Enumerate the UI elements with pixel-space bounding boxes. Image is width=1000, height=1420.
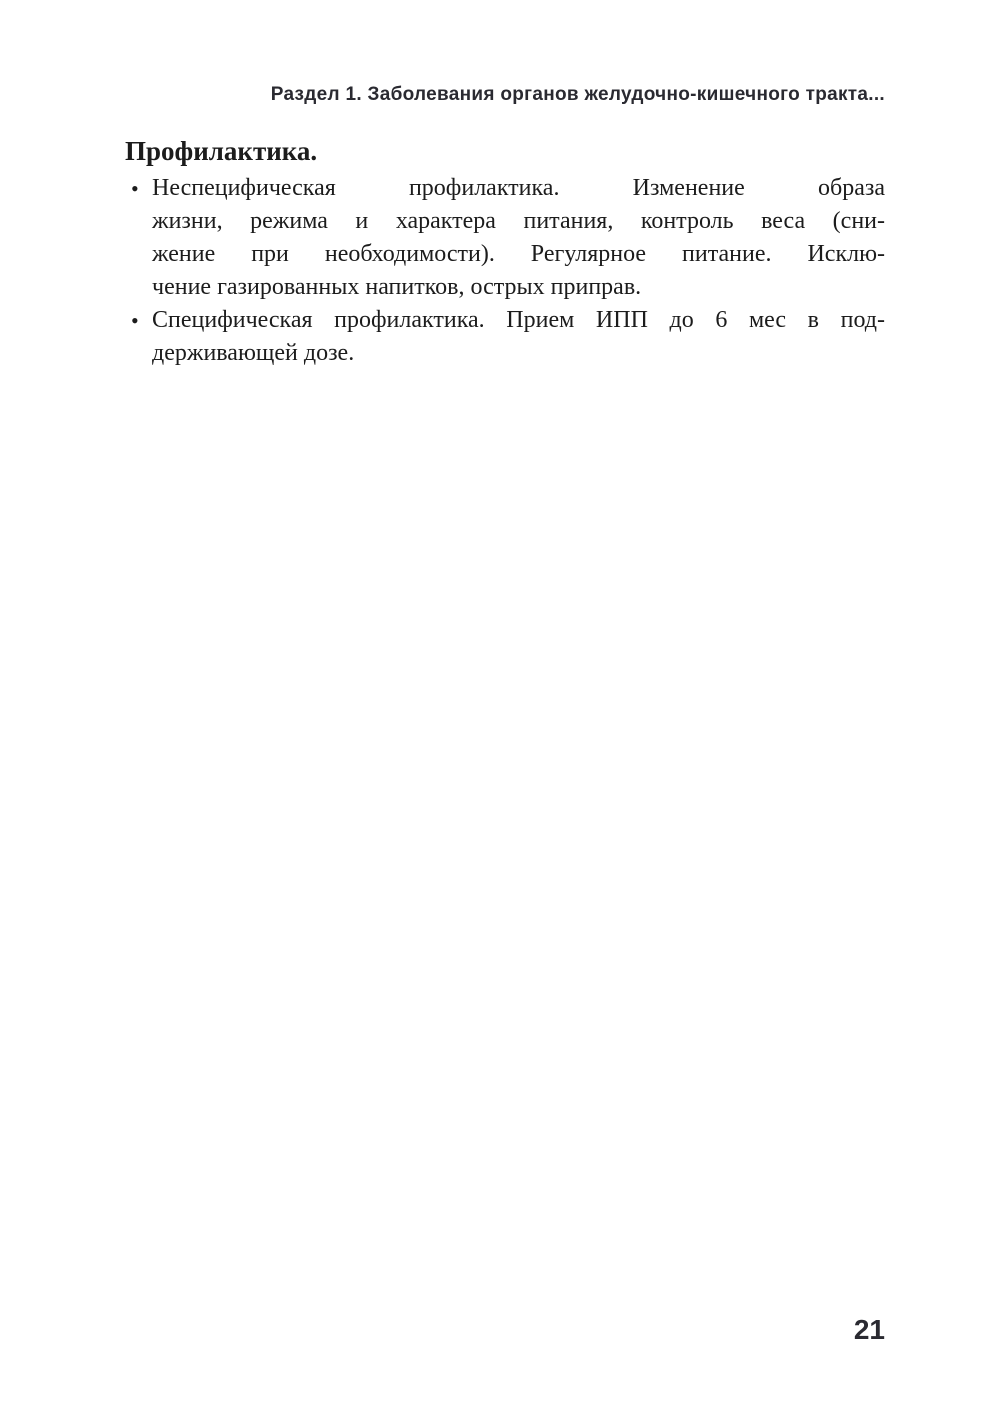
page-number: 21: [853, 1314, 885, 1345]
page-content: [125, 136, 885, 370]
text-line: Неспецифическая профилактика. Изменение образа: [152, 175, 885, 201]
text-line: держивающей дозе.: [152, 340, 355, 366]
text-line: жение при необходимости). Регулярное питание. Исклю-: [152, 241, 885, 267]
text-line: Специфическая профилактика. Прием ИПП до 6 мес в под-: [152, 307, 885, 333]
list-item: [125, 304, 885, 370]
text-line: чение газированных напитков, острых приправ.: [152, 274, 642, 300]
list-item-text: [152, 304, 885, 370]
bullet-marker: •: [131, 308, 139, 333]
running-header: Раздел 1. Заболевания органов желудочно-кишечного тракта...: [270, 84, 885, 105]
list-item-text: [152, 172, 885, 304]
bullet-list: [125, 172, 885, 370]
text-line: жизни, режима и характера питания, контроль веса (сни-: [152, 208, 885, 234]
bullet-marker: •: [131, 176, 139, 201]
section-heading: Профилактика.: [125, 136, 318, 166]
list-item: [125, 172, 885, 304]
